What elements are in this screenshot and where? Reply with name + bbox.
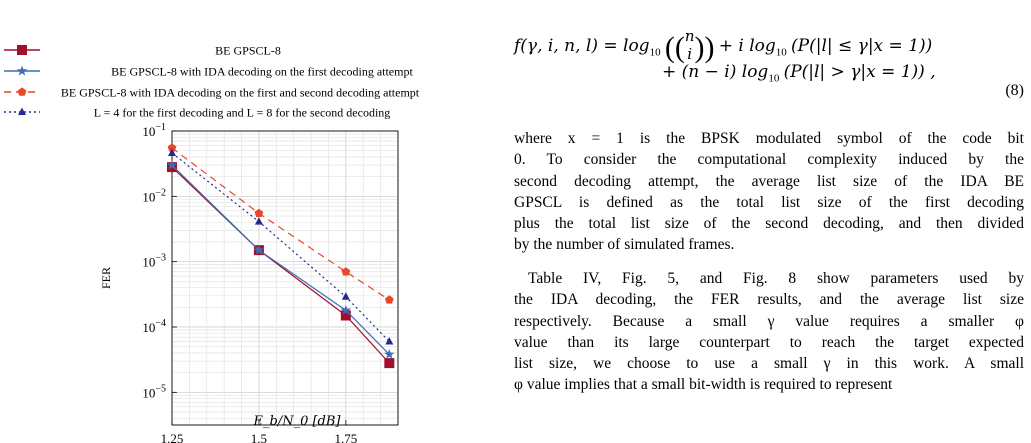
p1-line: second decoding attempt, the average list size of the IDA BE — [514, 172, 1024, 190]
series-line-3 — [172, 148, 389, 300]
y-tick-label: $10^{-3}$ — [142, 252, 166, 270]
legend-marker-4 — [18, 108, 26, 116]
series-line-2 — [172, 165, 389, 354]
equation-prob-1: (P(|l| ≤ γ|x = 1)) — [791, 36, 933, 56]
series-4-point — [255, 217, 263, 225]
log-subscript-3: 10 — [768, 72, 780, 85]
log-subscript: 10 — [649, 46, 661, 59]
y-tick-label: $10^{-4}$ — [142, 318, 166, 335]
x-axis-label: E_b/N_0 [dB] — [253, 414, 341, 429]
legend-label-3: BE GPSCL-8 with IDA decoding on the first and second decoding attempt — [60, 85, 420, 100]
series-1-point — [384, 358, 394, 368]
series-3-point — [385, 295, 394, 303]
x-tick-label: 1.5 — [250, 431, 268, 443]
equation-number: (8) — [1005, 82, 1024, 99]
y-tick-label: $10^{-2}$ — [142, 187, 166, 205]
equation-prob-2: (P(|l| > γ|x = 1)) , — [783, 62, 936, 82]
y-tick-label: $10^{-1}$ — [142, 122, 166, 139]
legend-label-1: BE GPSCL-8 — [215, 43, 281, 58]
p1-line: plus the total list size of the second decoding, and then divided — [514, 215, 1024, 233]
equation-line-2 — [662, 62, 936, 84]
x-tick-label: 1.75 — [334, 431, 358, 443]
text-column — [514, 0, 1024, 438]
equation-term-2: + i log — [718, 36, 776, 56]
p1-line: GPSCL is defined as the total list size of the first decoding — [514, 193, 1024, 211]
fer-chart — [0, 0, 500, 443]
series-3-point — [255, 209, 264, 217]
legend-label-2: BE GPSCL-8 with IDA decoding on the first decoding attempt — [111, 64, 413, 79]
equation-line-1: f(γ, i, n, $l) = \log_{10} ((n$ i)) + i $\log_{10} (P(|l| \le \gamma|x = 1))$ — [514, 27, 933, 64]
legend-marker-3 — [18, 87, 27, 95]
plot-frame — [172, 131, 398, 425]
legend-label-4: L = 4 for the first decoding and L = 8 for the second decoding — [93, 105, 391, 120]
p1-line: by the number of simulated frames. — [514, 236, 735, 254]
paragraph-1 — [514, 128, 1024, 256]
series-4-point — [385, 337, 393, 345]
series-line-4 — [172, 153, 389, 341]
y-tick-label: $10^{-5}$ — [142, 383, 166, 401]
y-axis-label: FER — [99, 266, 113, 290]
legend-marker-1 — [17, 45, 27, 55]
legend-marker-2 — [17, 66, 27, 76]
series-3-point — [341, 267, 350, 275]
p2-line: φ value implies that a small bit-width is required to represent — [514, 376, 893, 394]
log-subscript-2: 10 — [775, 46, 787, 59]
p2-line: list size, we choose to use a small γ in this work. A small — [514, 355, 1024, 373]
p2-line: value than its large counterpart to reach the target expected — [514, 333, 1024, 351]
p1-line: where x = 1 is the BPSK modulated symbol of the code bit — [514, 130, 1024, 147]
p1-line: 0. To consider the computational complexity induced by the — [514, 151, 1024, 169]
p2-line: respectively. Because a small γ value requires a smaller φ — [514, 312, 1024, 330]
fer-figure — [0, 0, 500, 443]
p2-line: the IDA decoding, the FER results, and the average list size — [514, 291, 1024, 309]
p2-line: Table IV, Fig. 5, and Fig. 8 show parameters used by — [528, 270, 1024, 287]
equation-term-3: + (n − i) log — [662, 62, 769, 82]
paragraph-2 — [514, 268, 1024, 396]
equation-lhs: f(γ, i, n, l) = log — [514, 36, 650, 56]
x-tick-label: 1.25 — [160, 431, 184, 443]
